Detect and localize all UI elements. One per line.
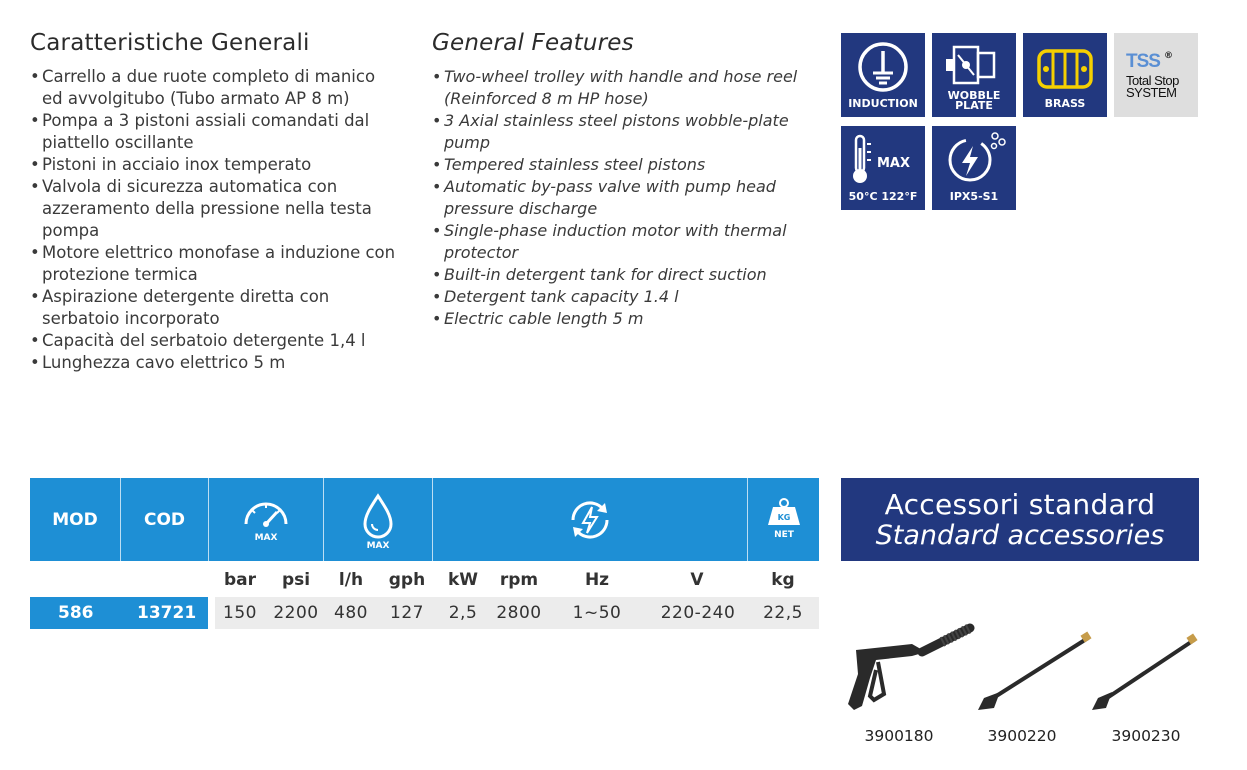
value-psi: 2200 xyxy=(273,603,319,623)
tss-subtitle xyxy=(1126,75,1179,99)
list-item: • 3 Axial stainless steel pistons wobble-plate pump xyxy=(432,110,812,154)
value-hz: 1~50 xyxy=(572,603,622,623)
accessories-header xyxy=(841,478,1199,561)
mod-header: MOD xyxy=(30,478,121,561)
list-item: • Detergent tank capacity 1.4 l xyxy=(432,286,812,308)
unit-rpm: rpm xyxy=(499,570,539,590)
list-item: • Lunghezza cavo elettrico 5 m xyxy=(30,352,400,374)
value-v: 220-240 xyxy=(660,603,736,623)
unit-bar: bar xyxy=(223,570,257,590)
model-cell xyxy=(30,597,208,629)
list-item: • Single-phase induction motor with thermal protector xyxy=(432,220,812,264)
brass-badge xyxy=(1023,33,1107,117)
features-english xyxy=(432,30,812,330)
table-row xyxy=(30,597,819,629)
list-item: • Motore elettrico monofase a induzione con protezione termica xyxy=(30,242,400,286)
spray-gun-icon xyxy=(842,620,978,720)
features-english-list xyxy=(432,66,812,330)
list-item: • Valvola di sicurezza automatica con azzeramento della pressione nella testa pompa xyxy=(30,176,400,242)
unit-lh: l/h xyxy=(338,570,364,590)
accessory-code-3: 3900230 xyxy=(1111,727,1181,745)
spec-values xyxy=(215,597,819,629)
flow-max-label: MAX xyxy=(366,540,390,551)
lance-nozzle-icon-1 xyxy=(970,628,1094,718)
unit-kg: kg xyxy=(771,570,795,590)
features-italian-list xyxy=(30,66,400,374)
lance-nozzle-icon-2 xyxy=(1090,628,1202,718)
pressure-header xyxy=(209,478,324,561)
power-cycle-icon xyxy=(565,495,615,545)
temperature-label: 50°C 122°F xyxy=(848,190,918,203)
list-item: • Pompa a 3 pistoni assiali comandati dal piattello oscillante xyxy=(30,110,400,154)
list-item: • Pistoni in acciaio inox temperato xyxy=(30,154,400,176)
tss-line2: SYSTEM xyxy=(1126,85,1177,100)
unit-gph: gph xyxy=(388,570,426,590)
features-italian-title: Caratteristiche Generali xyxy=(30,30,310,56)
value-rpm: 2800 xyxy=(496,603,542,623)
weight-kg-label: KG xyxy=(777,512,790,522)
power-header xyxy=(433,478,748,561)
value-lh: 480 xyxy=(334,603,368,623)
accessories-title-en: Standard accessories xyxy=(875,520,1165,551)
ipx-badge xyxy=(932,126,1016,210)
weight-net-label: NET xyxy=(773,529,794,540)
wobble-label-line1: WOBBLE xyxy=(947,89,1001,102)
unit-psi: psi xyxy=(281,570,311,590)
list-item: • Capacità del serbatoio detergente 1,4 l xyxy=(30,330,400,352)
list-item: • Two-wheel trolley with handle and hose reel (Reinforced 8 m HP hose) xyxy=(432,66,812,110)
accessory-code-2: 3900220 xyxy=(987,727,1057,745)
value-bar: 150 xyxy=(223,603,257,623)
list-item: • Tempered stainless steel pistons xyxy=(432,154,812,176)
spec-table-units xyxy=(0,570,830,592)
unit-v: V xyxy=(690,570,704,590)
features-italian xyxy=(30,30,400,374)
value-gph: 127 xyxy=(390,603,424,623)
features-english-title: General Features xyxy=(432,30,634,56)
pressure-gauge-icon xyxy=(236,490,296,550)
unit-hz: Hz xyxy=(584,570,610,590)
temperature-badge xyxy=(841,126,925,210)
tss-logo: TSS xyxy=(1126,51,1160,72)
tss-badge xyxy=(1114,33,1198,117)
flow-header xyxy=(324,478,433,561)
value-kw: 2,5 xyxy=(448,603,478,623)
code-number: 13721 xyxy=(137,603,197,623)
tss-registered-mark: ® xyxy=(1164,51,1173,61)
spec-table-header xyxy=(30,478,819,561)
wobble-label-line2: PLATE xyxy=(955,99,993,112)
induction-badge xyxy=(841,33,925,117)
list-item: • Carrello a due ruote completo di manico ed avvolgitubo (Tubo armato AP 8 m) xyxy=(30,66,400,110)
water-drop-icon xyxy=(348,488,408,552)
weight-header xyxy=(748,478,819,561)
pressure-max-label: MAX xyxy=(254,532,278,543)
value-kg: 22,5 xyxy=(763,603,803,623)
tss-line1: Total Stop xyxy=(1126,73,1179,88)
ipx-label: IPX5-S1 xyxy=(949,190,999,203)
unit-kw: kW xyxy=(447,570,479,590)
induction-label: INDUCTION xyxy=(848,97,918,110)
list-item: • Built-in detergent tank for direct suction xyxy=(432,264,812,286)
weight-icon xyxy=(764,495,804,545)
list-item: • Aspirazione detergente diretta con serbatoio incorporato xyxy=(30,286,400,330)
brass-label: BRASS xyxy=(1044,97,1086,110)
list-item: • Electric cable length 5 m xyxy=(432,308,812,330)
temperature-max-label: MAX xyxy=(877,156,911,171)
list-item: • Automatic by-pass valve with pump head pressure discharge xyxy=(432,176,812,220)
cod-header: COD xyxy=(121,478,209,561)
wobble-plate-label xyxy=(932,91,1016,111)
accessory-code-1: 3900180 xyxy=(864,727,934,745)
wobble-plate-badge xyxy=(932,33,1016,117)
model-number: 586 xyxy=(58,603,94,623)
accessories-title-it: Accessori standard xyxy=(884,488,1156,521)
